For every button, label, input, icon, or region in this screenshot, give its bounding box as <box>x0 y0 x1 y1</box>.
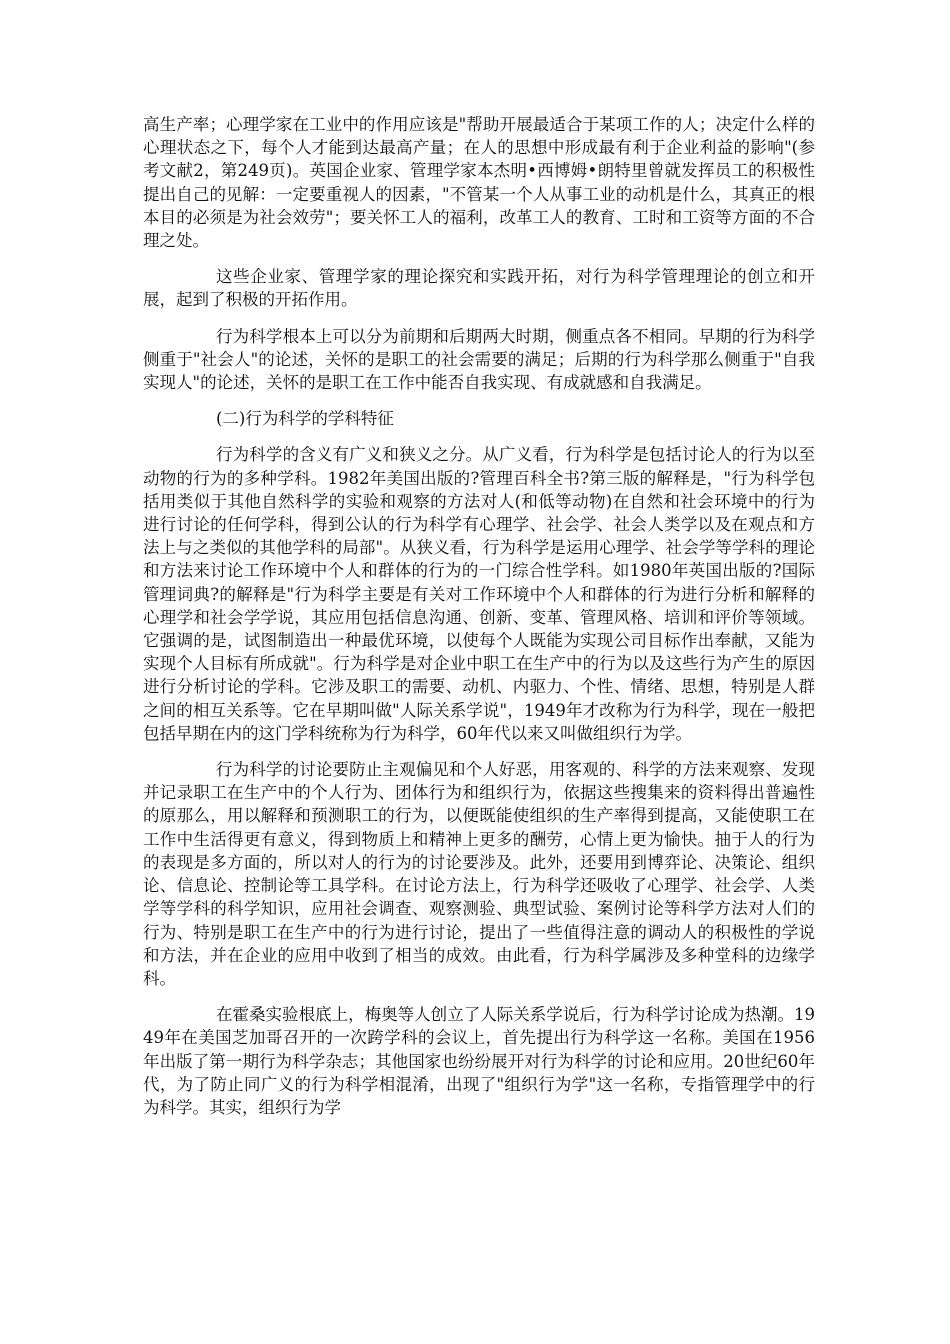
paragraph-3: 行为科学根本上可以分为前期和后期两大时期，侧重点各不相同。早期的行为科学侧重于"社会人"的论述，关怀的是职工的社会需要的满足；后期的行为科学那么侧重于"自我实现人"的论述，关怀的是职工在工作中能否自我实现、有成就感和自我满足。 <box>143 326 815 393</box>
paragraph-1: 高生产率；心理学家在工业中的作用应该是"帮助开展最适合于某项工作的人；决定什么样的心理状态之下，每个人才能到达最高产量；在人的思想中形成最有利于企业利益的影响"(参考文献2，第249页)。英国企业家、管理学家本杰明•西博姆•朗特里曾就发挥员工的积极性提出自己的见解：一定要重视人的因素，"不管某一个人从事工业的动机是什么，其真正的根本目的必须是为社会效劳"；要关怀工人的福利，改革工人的教育、工时和工资等方面的不合理之处。 <box>143 115 815 251</box>
paragraph-5: 行为科学的讨论要防止主观偏见和个人好恶，用客观的、科学的方法来观察、发现并记录职工在生产中的个人行为、团体行为和组织行为，依据这些搜集来的资料得出普遍性的原那么，用以解释和预测职工的行为，以便既能使组织的生产率得到提高，又能使职工在工作中生活得更有意义，得到物质上和精神上更多的酬劳，心情上更为愉快。抽于人的行为的表现是多方面的，所以对人的行为的讨论要涉及。此外，还要用到博弈论、决策论、组织论、信息论、控制论等工具学科。在讨论方法上，行为科学还吸收了心理学、社会学、人类学等学科的科学知识，应用社会调查、观察测验、典型试验、案例讨论等科学方法对人们的行为、特别是职工在生产中的行为进行讨论，提出了一些值得注意的调动人的积极性的学说和方法，并在企业的应用中收到了相当的成效。由此看，行为科学属涉及多种堂科的边缘学科。 <box>143 760 815 988</box>
section-heading: (二)行为科学的学科特征 <box>216 409 394 429</box>
paragraph-2: 这些企业家、管理学家的理论探究和实践开拓，对行为科学管理理论的创立和开展，起到了积极的开拓作用。 <box>143 267 815 310</box>
document-body <box>143 113 815 1132</box>
paragraph-6: 在霍桑实验根底上，梅奥等人创立了人际关系学说后，行为科学讨论成为热潮。1949年在美国芝加哥召开的一次跨学科的会议上，首先提出行为科学这一名称。美国在1956年出版了第一期行为科学杂志；其他国家也纷纷展开对行为科学的讨论和应用。20世纪60年代，为了防止同广义的行为科学相混淆，出现了"组织行为学"这一名称，专指管理学中的行为科学。其实，组织行为学 <box>143 1005 815 1117</box>
paragraph-4: 行为科学的含义有广义和狭义之分。从广义看，行为科学是包括讨论人的行为以至动物的行为的多种学科。1982年美国出版的?管理百科全书?第三版的解释是，"行为科学包括用类似于其他自然科学的实验和观察的方法对人(和低等动物)在自然和社会环境中的行为进行讨论的任何学科，得到公认的行为科学有心理学、社会学、社会人类学以及在观点和方法上与之类似的其他学科的局部"。从狭义看，行为科学是运用心理学、社会学等学科的理论和方法来讨论工作环境中个人和群体的行为的一门综合性学科。如1980年英国出版的?国际管理词典?的解释是"行为科学主要是有关对工作环境中个人和群体的行为进行分析和解释的心理学和社会学学说，其应用包括信息沟通、创新、变革、管理风格、培训和评价等领域。它强调的是，试图制造出一种最优环境，以使每个人既能为实现公司目标作出奉献，又能为实现个人目标有所成就"。行为科学是对企业中职工在生产中的行为以及这些行为产生的原因进行分析讨论的学科。它涉及职工的需要、动机、内驱力、个性、情绪、思想，特别是人群之间的相互关系等。它在早期叫做"人际关系学说"，1949年才改称为行为科学，现在一般把包括早期在内的这门学科统称为行为科学，60年代以来又叫做组织行为学。 <box>143 445 815 743</box>
